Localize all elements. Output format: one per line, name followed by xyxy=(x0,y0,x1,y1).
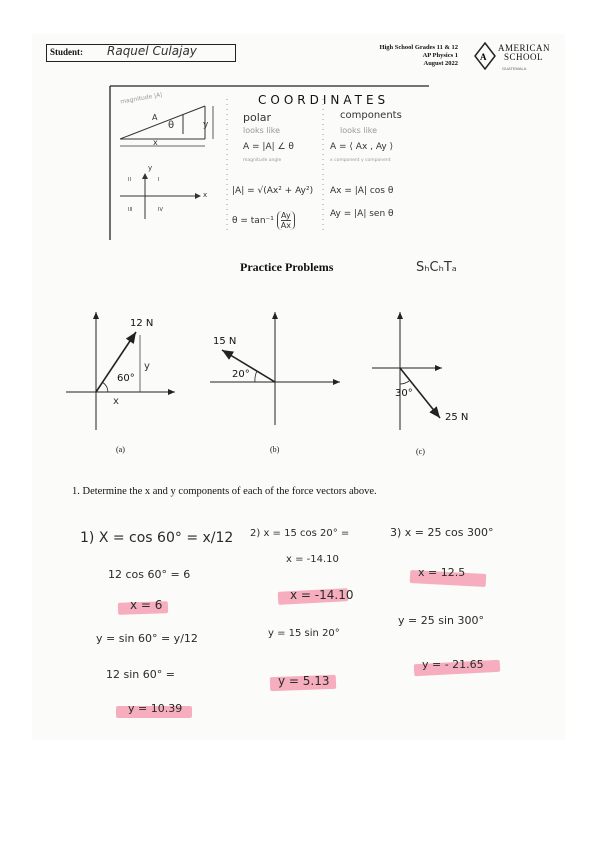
polar-form: A = |A| ∠ θ xyxy=(243,142,294,152)
answer-1-line-3: x = 6 xyxy=(130,598,163,612)
quadrant-IV: IV xyxy=(158,207,163,213)
practice-problems-title: Practice Problems xyxy=(240,260,334,274)
components-sublabels: x component y component xyxy=(330,158,391,163)
answer-3-line-2: x = 12.5 xyxy=(418,566,466,579)
course-info xyxy=(340,44,458,68)
fig-c-caption: (c) xyxy=(416,447,425,456)
answer-1-line-6: y = 10.39 xyxy=(128,702,183,715)
triangle-x-label: x xyxy=(153,138,158,147)
angle-formula: θ = tan⁻¹ $\frac{Ay}{Ax}$ xyxy=(232,211,295,230)
components-form: A = ⟨ Ax , Ay ⟩ xyxy=(330,142,394,152)
x-component-formula: Ax = |A| cos θ xyxy=(330,186,394,196)
polar-heading: polar xyxy=(243,111,272,124)
fig-a-hand-x: x xyxy=(113,396,119,407)
y-component-formula: Ay = |A| sen θ xyxy=(330,209,394,219)
answer-1-line-2: 12 cos 60° = 6 xyxy=(108,568,191,581)
answer-1-line-5: 12 sin 60° = xyxy=(106,668,175,681)
fig-a-caption: (a) xyxy=(116,445,125,454)
force-vector-figures xyxy=(0,300,595,440)
fig-a-force-label: 12 N xyxy=(130,318,154,329)
answer-1-line-4: y = sin 60° = y/12 xyxy=(96,632,198,645)
triangle-theta-label: θ xyxy=(168,120,175,131)
fig-a-angle-label: 60° xyxy=(117,373,135,384)
student-name: Raquel Culajay xyxy=(107,44,197,58)
triangle-y-label: y xyxy=(203,120,209,130)
course-date: August 2022 xyxy=(423,60,458,67)
looks-like-components: looks like xyxy=(340,126,378,135)
quadrant-II: II xyxy=(128,177,131,183)
quadrant-III: III xyxy=(128,207,133,213)
answer-2-line-2: x = -14.10 xyxy=(286,554,339,565)
fig-b-force-label: 15 N xyxy=(213,336,237,347)
course-grade: High School Grades 11 & 12 xyxy=(379,44,458,51)
magnitude-formula: |A| = √(Ax² + Ay²) xyxy=(232,186,314,196)
answer-1-line-1: 1) X = cos 60° = x/12 xyxy=(80,530,234,546)
trig-mnemonic: SₕCₕTₐ xyxy=(416,260,457,275)
school-logo xyxy=(474,42,569,72)
student-label: Student: xyxy=(50,47,84,57)
logo-shield-icon xyxy=(474,42,496,70)
logo-text: AMERICAN SCHOOL xyxy=(498,43,551,62)
answer-2-line-4: y = 15 sin 20° xyxy=(268,628,340,639)
course-name: AP Physics 1 xyxy=(422,52,458,59)
quadrant-I: I xyxy=(158,177,160,183)
fig-b-angle-label: 20° xyxy=(232,369,250,380)
fig-a-hand-y: y xyxy=(144,361,150,372)
answer-3-line-3: y = 25 sin 300° xyxy=(398,614,484,627)
triangle-magnitude-label: magnitude |A| xyxy=(119,91,163,106)
axis-y-label: y xyxy=(148,164,153,172)
notes-title: COORDINATES xyxy=(258,93,390,107)
student-name-box xyxy=(46,44,236,62)
components-heading: components xyxy=(340,110,402,121)
question-1: 1. Determine the x and y components of each of the force vectors above. xyxy=(72,486,377,497)
answer-3-line-1: 3) x = 25 cos 300° xyxy=(390,526,494,539)
triangle-vector-label: A xyxy=(152,113,158,122)
svg-text:A: A xyxy=(480,52,487,62)
fig-b-caption: (b) xyxy=(270,445,280,454)
axis-x-label: x xyxy=(203,191,208,199)
fig-c-force-label: 25 N xyxy=(445,412,469,423)
answer-2-line-1: 2) x = 15 cos 20° = xyxy=(250,528,350,539)
fig-c-angle-label: 30° xyxy=(395,388,413,399)
answer-2-line-5: y = 5.13 xyxy=(278,674,330,688)
polar-sublabels: magnitude angle xyxy=(243,158,282,163)
logo-subtitle: GUATEMALA xyxy=(502,66,527,71)
looks-like-polar: looks like xyxy=(243,126,281,135)
answer-2-line-3: x = -14.10 xyxy=(290,588,354,602)
answer-3-line-4: y = - 21.65 xyxy=(422,658,484,671)
